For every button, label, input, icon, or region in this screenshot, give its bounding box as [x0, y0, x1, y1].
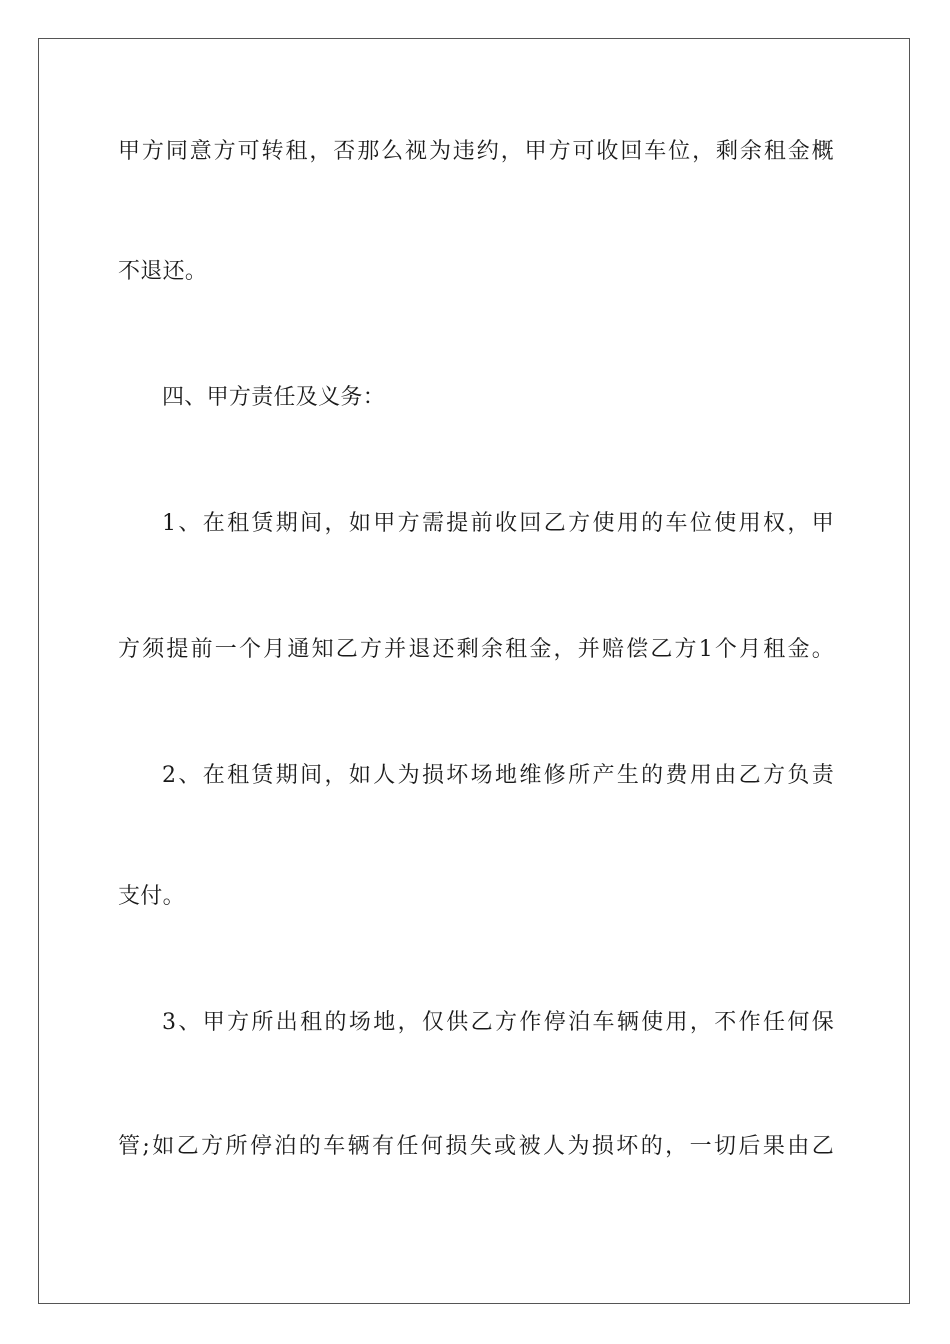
text-line-5: 方须提前一个月通知乙方并退还剩余租金，并赔偿乙方1个月租金。 [118, 637, 834, 662]
text-line-8: 3、甲方所出租的场地，仅供乙方作停泊车辆使用，不作任何保 [162, 1010, 834, 1035]
text-line-2: 不退还。 [118, 259, 208, 284]
text-line-7: 支付。 [118, 884, 185, 909]
text-line-1: 甲方同意方可转租，否那么视为违约，甲方可收回车位，剩余租金概 [118, 139, 834, 164]
text-line-4: 1、在租赁期间，如甲方需提前收回乙方使用的车位使用权，甲 [162, 511, 834, 536]
section-heading: 四、甲方责任及义务： [162, 385, 386, 410]
page-border [38, 38, 910, 1304]
text-line-9: 管;如乙方所停泊的车辆有任何损失或被人为损坏的，一切后果由乙 [118, 1134, 834, 1159]
text-line-6: 2、在租赁期间，如人为损坏场地维修所产生的费用由乙方负责 [162, 763, 834, 788]
